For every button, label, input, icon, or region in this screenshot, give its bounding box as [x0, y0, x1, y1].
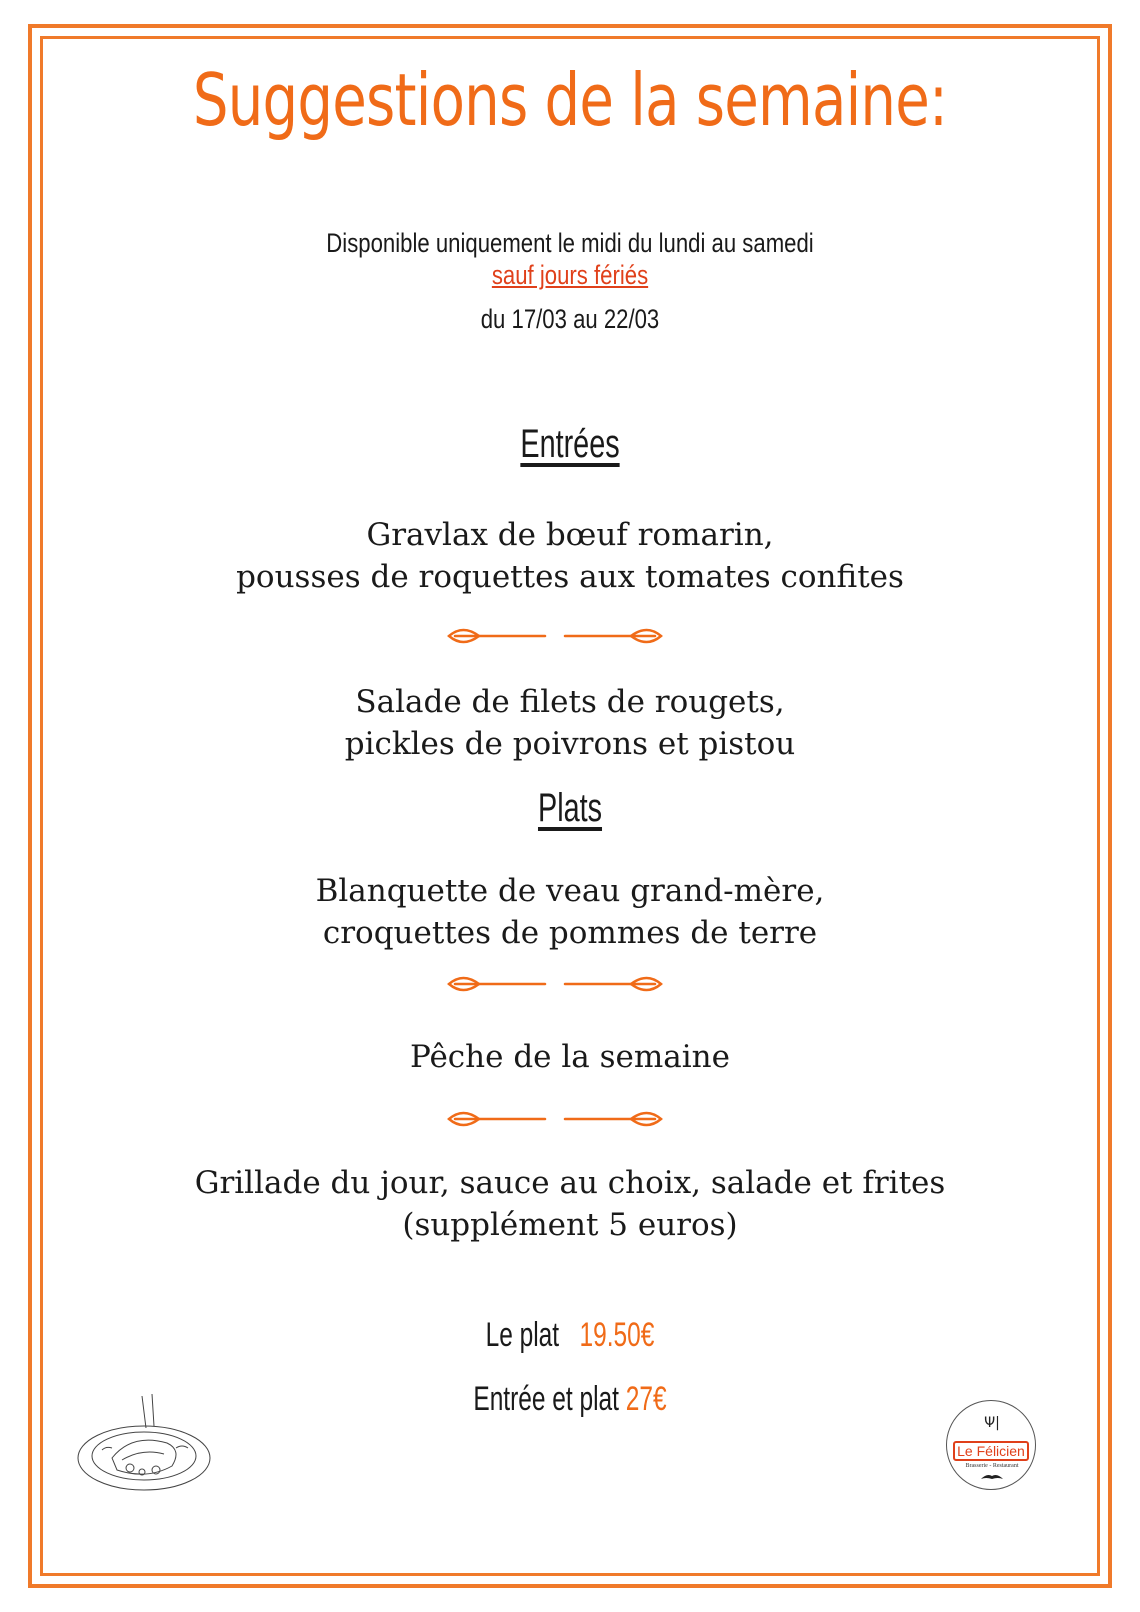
logo-tagline: Brasserie - Restaurant [965, 1463, 1019, 1469]
price-plat [160, 1316, 981, 1355]
entree-1-line-2: pousses de roquettes aux tomates confites [236, 559, 904, 595]
plat-3-line-2: (supplément 5 euros) [402, 1207, 738, 1243]
plate-illustration-icon [72, 1388, 222, 1498]
entree-2-line-1: Salade de filets de rougets, [355, 684, 785, 720]
plat-3-line-1: Grillade du jour, sauce au choix, salade et frites [194, 1165, 946, 1201]
restaurant-logo [946, 1400, 1036, 1490]
price-combo-label: Entrée et plat [473, 1380, 619, 1418]
price-combo-amount: 27€ [625, 1380, 667, 1418]
plat-1-line-2: croquettes de pommes de terre [322, 915, 818, 951]
moustache-icon [979, 1474, 1005, 1482]
leaf-divider-icon [445, 969, 665, 999]
plat-1-line-1: Blanquette de veau grand-mère, [315, 873, 825, 909]
section-heading-entrees: Entrées [520, 422, 620, 466]
menu-title: Suggestions de la semaine: [192, 58, 948, 142]
leaf-divider-icon [445, 621, 665, 651]
leaf-divider-icon [445, 1104, 665, 1134]
plat-2-line-1: Pêche de la semaine [410, 1039, 730, 1075]
holiday-exclusion: sauf jours fériés [491, 260, 649, 290]
price-combo [160, 1380, 981, 1419]
date-range: du 17/03 au 22/03 [480, 304, 660, 334]
entree-1-line-1: Gravlax de bœuf romarin, [366, 517, 774, 553]
availability-line: Disponible uniquement le midi du lundi au samedi [326, 228, 814, 258]
price-plat-amount: 19.50€ [579, 1316, 655, 1354]
entree-2-line-2: pickles de poivrons et pistou [344, 726, 796, 762]
price-plat-label: Le plat [485, 1316, 560, 1354]
logo-name: Le Félicien [953, 1441, 1029, 1461]
section-heading-plats: Plats [537, 786, 603, 830]
fork-knife-icon: Ψ| [984, 1415, 1000, 1431]
